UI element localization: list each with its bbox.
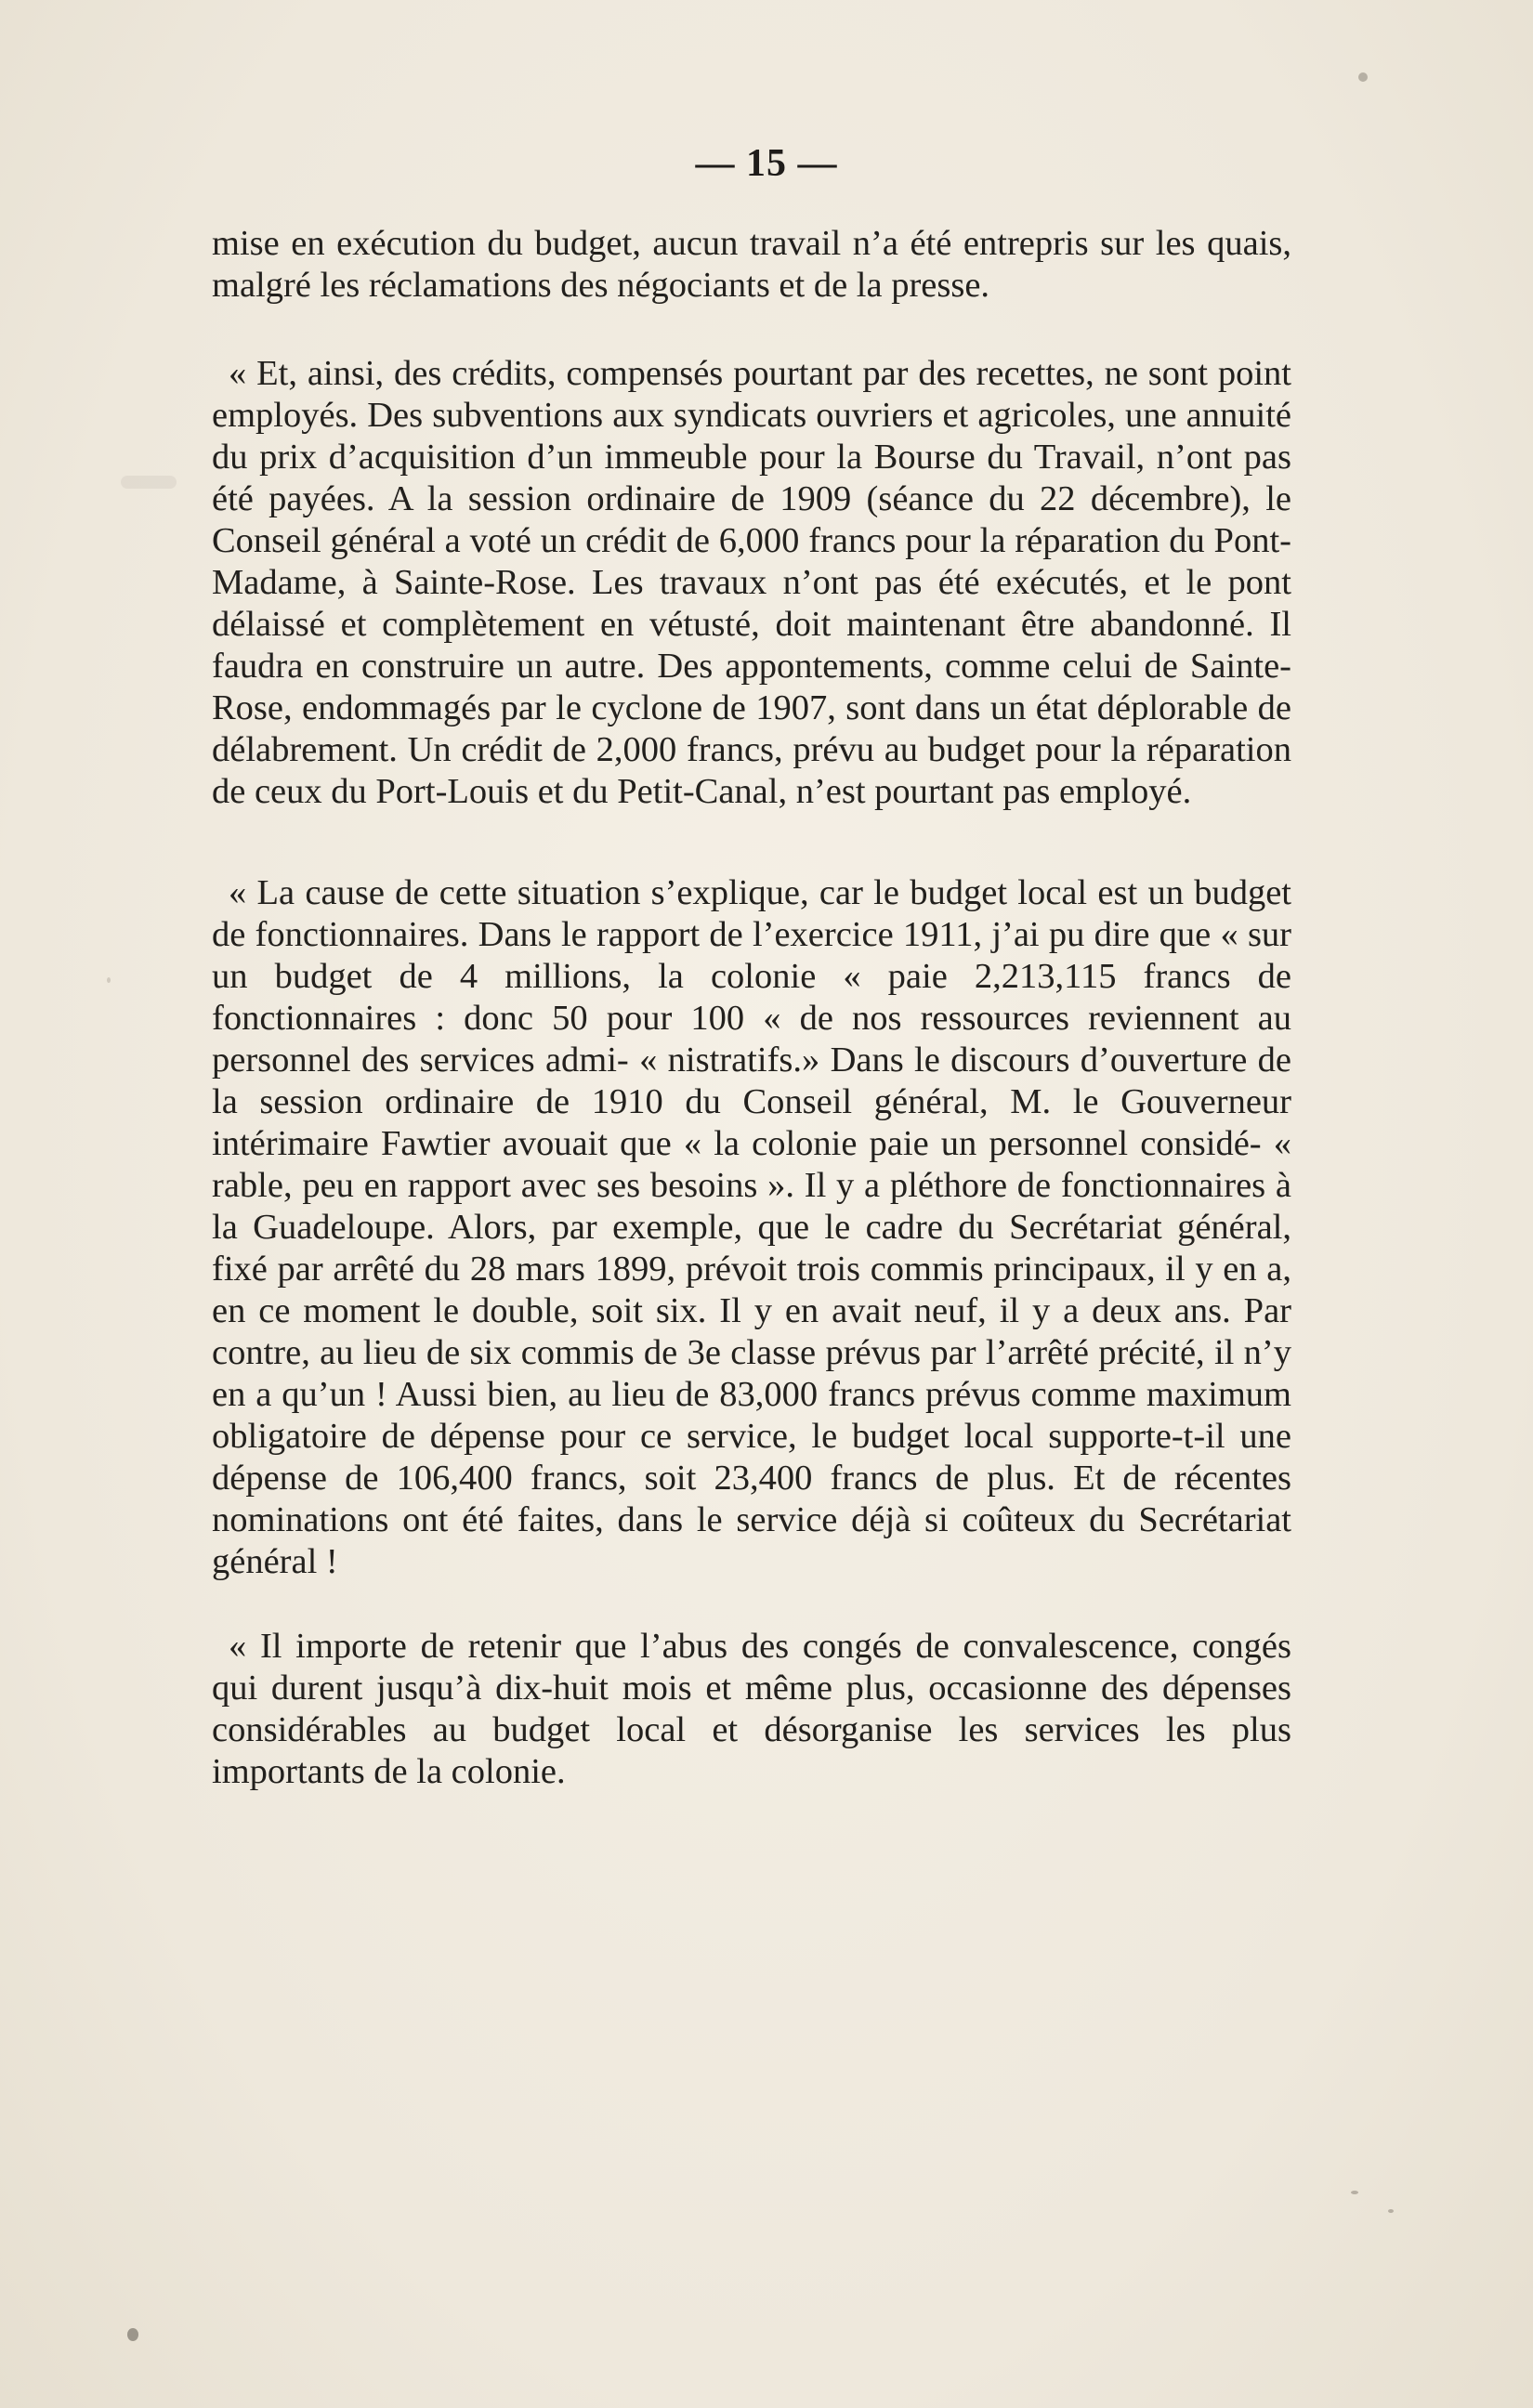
scan-speck [121,476,177,489]
page-number: — 15 — [695,142,838,185]
paragraph-2: « Et, ainsi, des crédits, compensés pourtant par des recettes, ne sont point employés. Des subventions aux syndicats ouvriers et agricoles, une annuité du prix d’acquisition d’un immeuble pour la Bourse du Travail, n’ont pas été payées. A la session ordinaire de 1909 (séance du 22 décembre), le Conseil général a voté un crédit de 6,000 francs pour la réparation du Pont-Madame, à Sainte-Rose. Les travaux n’ont pas été exécutés, et le pont délaissé et complètement en vétusté, doit maintenant être abandonné. Il faudra en construire un autre. Des appontements, comme celui de Sainte-Rose, endommagés par le cyclone de 1907, sont dans un état déplorable de délabrement. Un crédit de 2,000 francs, prévu au budget pour la réparation de ceux du Port-Louis et du Petit-Canal, n’est pourtant pas employé. [212,354,1291,811]
scan-speck [1358,72,1368,82]
scan-speck [1388,2209,1394,2213]
body-text [212,223,1291,1793]
paragraph-3: « La cause de cette situation s’explique, car le budget local est un budget de fonctionnaires. Dans le rapport de l’exercice 1911, j’ai pu dire que « sur un budget de 4 millions, la colonie « paie 2,213,115 francs de fonctionnaires : donc 50 pour 100 « de nos ressources reviennent au personnel des services admi- « nistratifs.» Dans le discours d’ouverture de la session ordinaire de 1910 du Conseil général, M. le Gouverneur intérimaire Fawtier avouait que « la colonie paie un personnel considé- « rable, peu en rapport avec ses besoins ». Il y a pléthore de fonctionnaires à la Guadeloupe. Alors, par exemple, que le cadre du Secrétariat général, fixé par arrêté du 28 mars 1899, prévoit trois commis principaux, il y en a, en ce moment le double, soit six. Il y en avait neuf, il y a deux ans. Par contre, au lieu de six commis de 3e classe prévus par l’arrêté précité, il n’y en a qu’un ! Aussi bien, au lieu de 83,000 francs prévus comme maximum obligatoire de dépense pour ce service, le budget local supporte-t-il une dépense de 106,400 francs, soit 23,400 francs de plus. Et de récentes nominations ont été faites, dans le service déjà si coûteux du Secrétariat général ! [212,873,1291,1581]
scan-speck [127,2328,138,2341]
paragraph-4: « Il importe de retenir que l’abus des congés de convalescence, congés qui durent jusqu’à dix-huit mois et même plus, occasionne des dépenses considérables au budget local et désorganise les services les plus importants de la colonie. [212,1627,1291,1791]
paragraph-1: mise en exécution du budget, aucun travail n’a été entrepris sur les quais, malgré les réclamations des négociants et de la presse. [212,224,1291,305]
scan-speck [1351,2191,1358,2194]
scan-speck [107,977,111,983]
